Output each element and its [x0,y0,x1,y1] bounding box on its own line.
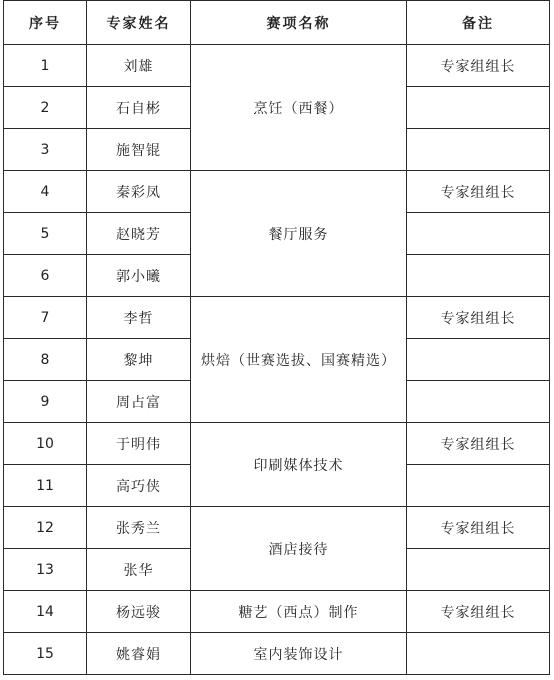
table-row [4,633,550,675]
expert-name: 施智锟 [87,129,191,171]
table-row [4,591,550,633]
remark: 专家组组长 [407,507,550,549]
row-number: 4 [4,171,87,213]
header-expert-name: 专家姓名 [87,1,191,45]
remark: 专家组组长 [407,171,550,213]
table-row [4,45,550,87]
expert-name: 秦彩凤 [87,171,191,213]
header-event-name: 赛项名称 [191,1,407,45]
remark [407,339,550,381]
remark [407,633,550,675]
expert-name: 张秀兰 [87,507,191,549]
expert-name: 张华 [87,549,191,591]
remark: 专家组组长 [407,591,550,633]
event-name: 糖艺（西点）制作 [191,591,407,633]
expert-name: 刘雄 [87,45,191,87]
expert-name: 杨远骏 [87,591,191,633]
remark: 专家组组长 [407,297,550,339]
row-number: 8 [4,339,87,381]
header-row [4,1,550,45]
expert-name: 李哲 [87,297,191,339]
row-number: 7 [4,297,87,339]
expert-name: 周占富 [87,381,191,423]
table-row [4,423,550,465]
event-name: 室内装饰设计 [191,633,407,675]
row-number: 2 [4,87,87,129]
row-number: 1 [4,45,87,87]
row-number: 10 [4,423,87,465]
row-number: 13 [4,549,87,591]
remark [407,255,550,297]
header-remark: 备注 [407,1,550,45]
expert-name: 郭小曦 [87,255,191,297]
row-number: 11 [4,465,87,507]
remark [407,465,550,507]
table-row [4,171,550,213]
row-number: 14 [4,591,87,633]
remark [407,549,550,591]
expert-name: 赵晓芳 [87,213,191,255]
remark [407,87,550,129]
row-number: 9 [4,381,87,423]
row-number: 15 [4,633,87,675]
row-number: 12 [4,507,87,549]
row-number: 5 [4,213,87,255]
expert-name: 石自彬 [87,87,191,129]
remark: 专家组组长 [407,45,550,87]
event-name: 烘焙（世赛选拔、国赛精选） [191,297,407,423]
remark [407,213,550,255]
header-seq: 序号 [4,1,87,45]
expert-name: 高巧侠 [87,465,191,507]
event-name: 印刷媒体技术 [191,423,407,507]
table-row [4,297,550,339]
expert-name: 姚睿娟 [87,633,191,675]
remark [407,381,550,423]
event-name: 餐厅服务 [191,171,407,297]
table-row [4,507,550,549]
expert-name: 黎坤 [87,339,191,381]
event-name: 烹饪（西餐） [191,45,407,171]
expert-table-container [3,0,550,675]
row-number: 6 [4,255,87,297]
event-name: 酒店接待 [191,507,407,591]
remark [407,129,550,171]
expert-table [3,0,550,675]
remark: 专家组组长 [407,423,550,465]
expert-name: 于明伟 [87,423,191,465]
row-number: 3 [4,129,87,171]
